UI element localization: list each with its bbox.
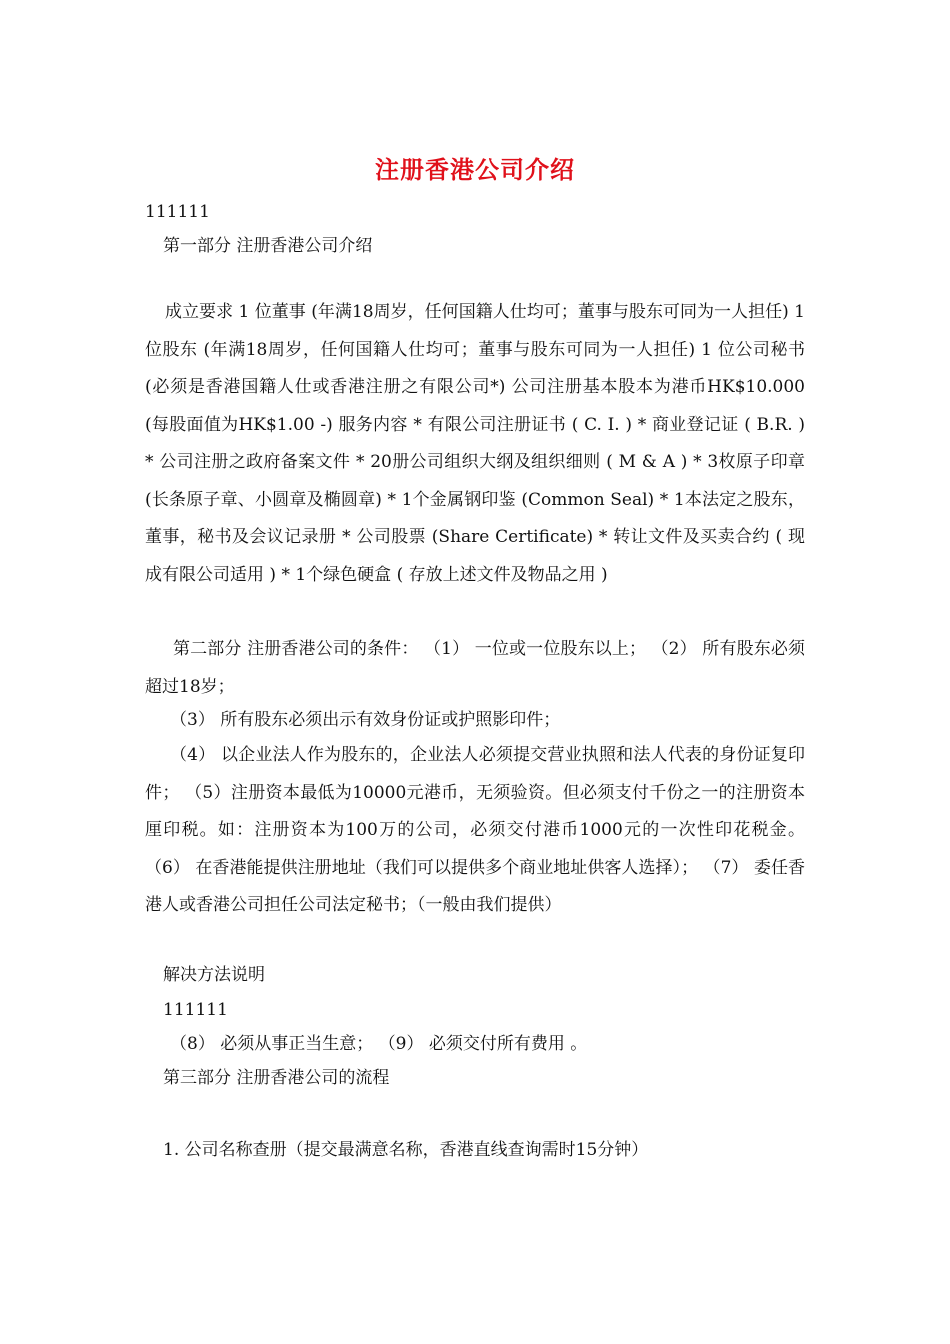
document-title: 注册香港公司介绍 <box>375 155 575 184</box>
part2-body: 第二部分 注册香港公司的条件： （1） 一位或一位股东以上； （2） 所有股东必须超过18岁； <box>145 639 805 697</box>
part1-body: 成立要求 1 位董事 (年满18周岁，任何国籍人仕均可；董事与股东可同为一人担任) 1 位股东 (年满18周岁，任何国籍人仕均可；董事与股东可同为一人担任) 1 位公司秘书 (必须是香港国籍人仕或香港注册之有限公司*) 公司注册基本股本为港币HK$10.000 (每股面值为HK$1.00 -) 服务内容 * 有限公司注册证书 ( C. I. ) * 商业登记证 ( B.R. ) * 公司注册之政府备案文件 * 20册公司组织大纲及组织细则 ( M & A ) * 3枚原子印章 (长条原子章、小圆章及椭圆章) * 1个金属钢印鉴 (Common Seal) * 1本法定之股东，董事，秘书及会议记录册 * 公司股票 (Share Certificate) * 转让文件及买卖合约 ( 现成有限公司适用 ) * 1个绿色硬盒 ( 存放上述文件及物品之用 ) <box>145 302 805 585</box>
step-1: 1. 公司名称查册（提交最满意名称，香港直线查询需时15分钟） <box>163 1140 649 1160</box>
code-line-2: 111111 <box>163 1000 228 1020</box>
part1-heading: 第一部分 注册香港公司介绍 <box>163 236 373 256</box>
condition-3: （3） 所有股东必须出示有效身份证或护照影印件； <box>170 710 561 730</box>
conditions-8-9: （8） 必须从事正当生意； （9） 必须交付所有费用 。 <box>170 1034 588 1054</box>
code-line-1: 111111 <box>145 202 210 222</box>
part3-heading: 第三部分 注册香港公司的流程 <box>163 1068 390 1088</box>
conditions-4-7: （4） 以企业法人作为股东的，企业法人必须提交营业执照和法人代表的身份证复印件； （5）注册资本最低为10000元港币，无须验资。但必须支付千份之一的注册资本厘印税。如：注册资本为100万的公司，必须交付港币1000元的一次性印花税金。 （6） 在香港能提供注册地址（我们可以提供多个商业地址供客人选择）； （7） 委任香港人或香港公司担任公司法定秘书；（一般由我们提供） <box>145 745 805 915</box>
solution-label: 解决方法说明 <box>163 965 265 985</box>
